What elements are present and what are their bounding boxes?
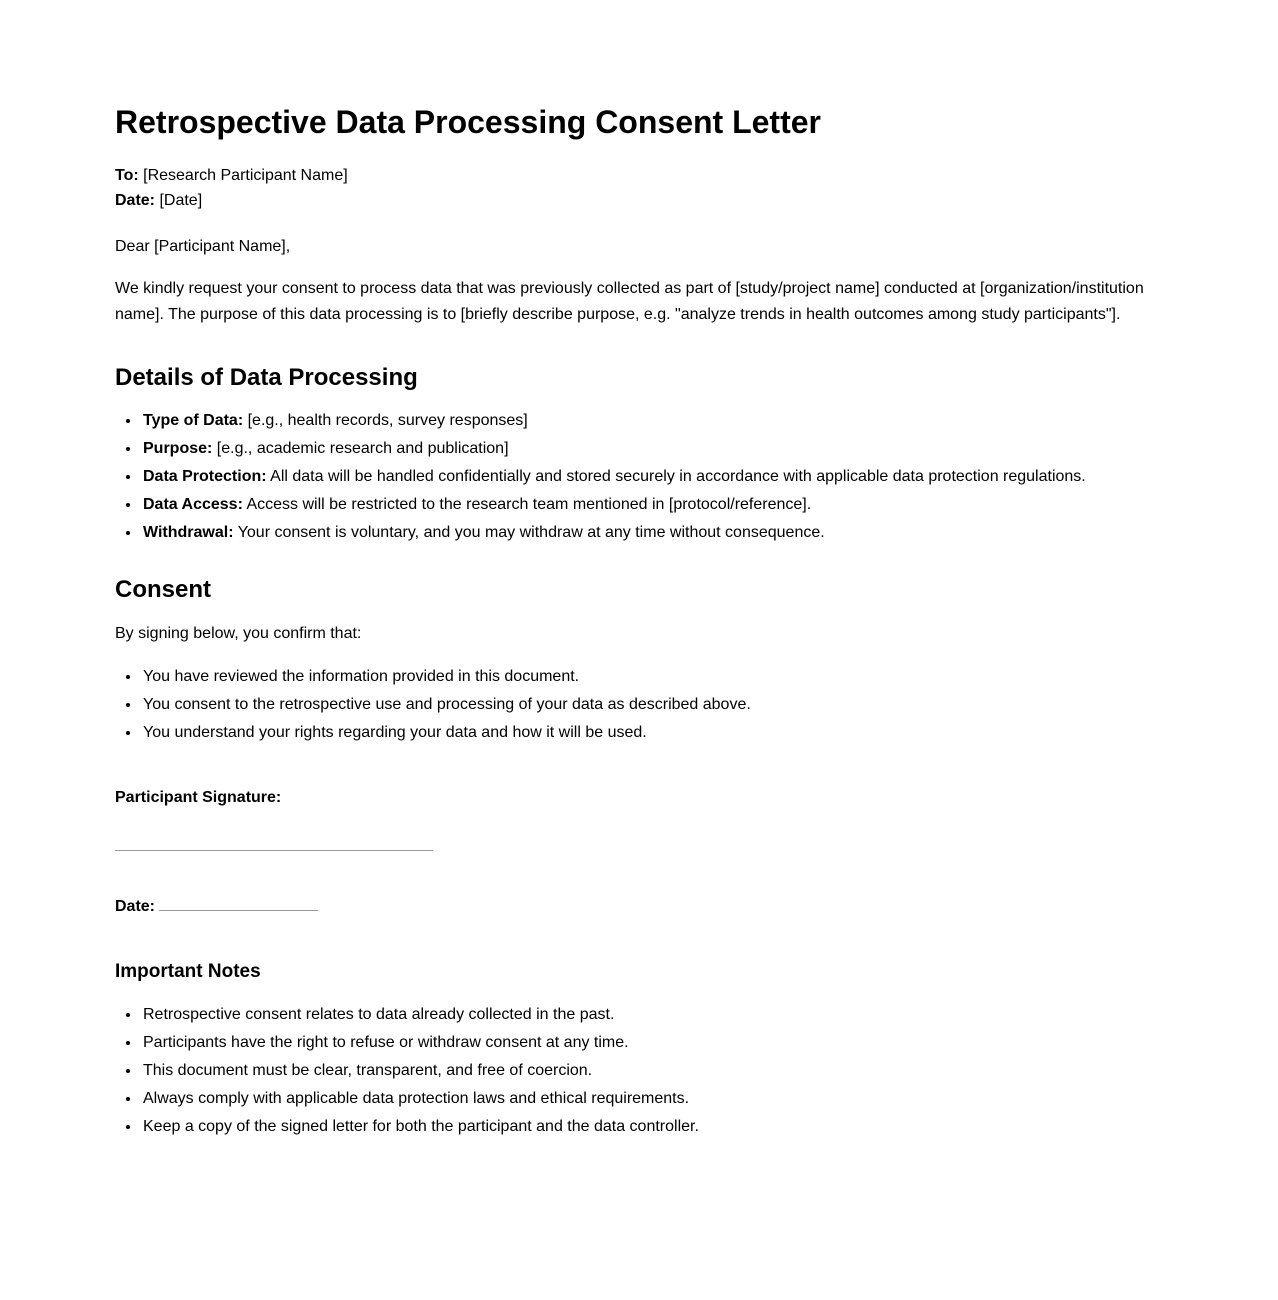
letter-meta [115,163,1163,213]
important-notes-list [115,1001,1163,1141]
salutation: Dear [Participant Name], [115,238,291,255]
list-item: • You consent to the retrospective use and processing of your data as described above. [141,691,1163,719]
list-item: • You understand your rights regarding your data and how it will be used. [141,719,1163,747]
item-label: Data Protection: [143,468,267,485]
list-item: • Keep a copy of the signed letter for both the participant and the data controller. [141,1113,1163,1141]
item-label: Data Access: [143,496,243,513]
details-list [115,407,1163,547]
item-label: Withdrawal: [143,524,234,541]
consent-list [115,663,1163,747]
signature-date-line [159,896,318,911]
item-text: [e.g., academic research and publication] [212,440,509,457]
item-text: [e.g., health records, survey responses] [243,412,528,429]
to-label: To: [115,167,139,184]
list-item [141,519,1163,547]
meta-to-line [115,163,1163,188]
important-notes-heading: Important Notes [115,961,261,982]
to-value: [Research Participant Name] [138,167,348,184]
consent-heading: Consent [115,576,211,603]
item-label: Type of Data: [143,412,244,429]
list-item: • Always comply with applicable data protection laws and ethical requirements. [141,1085,1163,1113]
signature-date-label: Date: [115,898,156,915]
list-item [141,491,1163,519]
signature-date-row [115,894,1163,920]
intro-paragraph: We kindly request your consent to process data that was previously collected as part of [study/project name] conducted at [organization/institution name]. The purpose of this data processing is to [briefly describe purpose, e.g. "analyze trends in health outcomes among study participants"]. [115,280,1144,323]
date-label: Date: [115,192,156,209]
item-text: Access will be restricted to the research team mentioned in [protocol/reference]. [242,496,812,513]
list-item [141,435,1163,463]
date-value: [Date] [155,192,203,209]
list-item: • You have reviewed the information provided in this document. [141,663,1163,691]
list-item [141,407,1163,435]
item-label: Purpose: [143,440,213,457]
document-title: Retrospective Data Processing Consent Letter [115,104,821,140]
list-item: • Retrospective consent relates to data already collected in the past. [141,1001,1163,1029]
list-item: • This document must be clear, transparent, and free of coercion. [141,1057,1163,1085]
consent-lead: By signing below, you confirm that: [115,625,362,642]
participant-signature-label: Participant Signature: [115,789,282,806]
meta-date-line [115,188,1163,213]
details-heading: Details of Data Processing [115,364,418,391]
item-text: Your consent is voluntary, and you may withdraw at any time without consequence. [233,524,825,541]
signature-line [115,850,433,851]
item-text: All data will be handled confidentially and stored securely in accordance with applicable data protection regulations. [266,468,1086,485]
list-item: • Participants have the right to refuse or withdraw consent at any time. [141,1029,1163,1057]
list-item [141,463,1163,491]
